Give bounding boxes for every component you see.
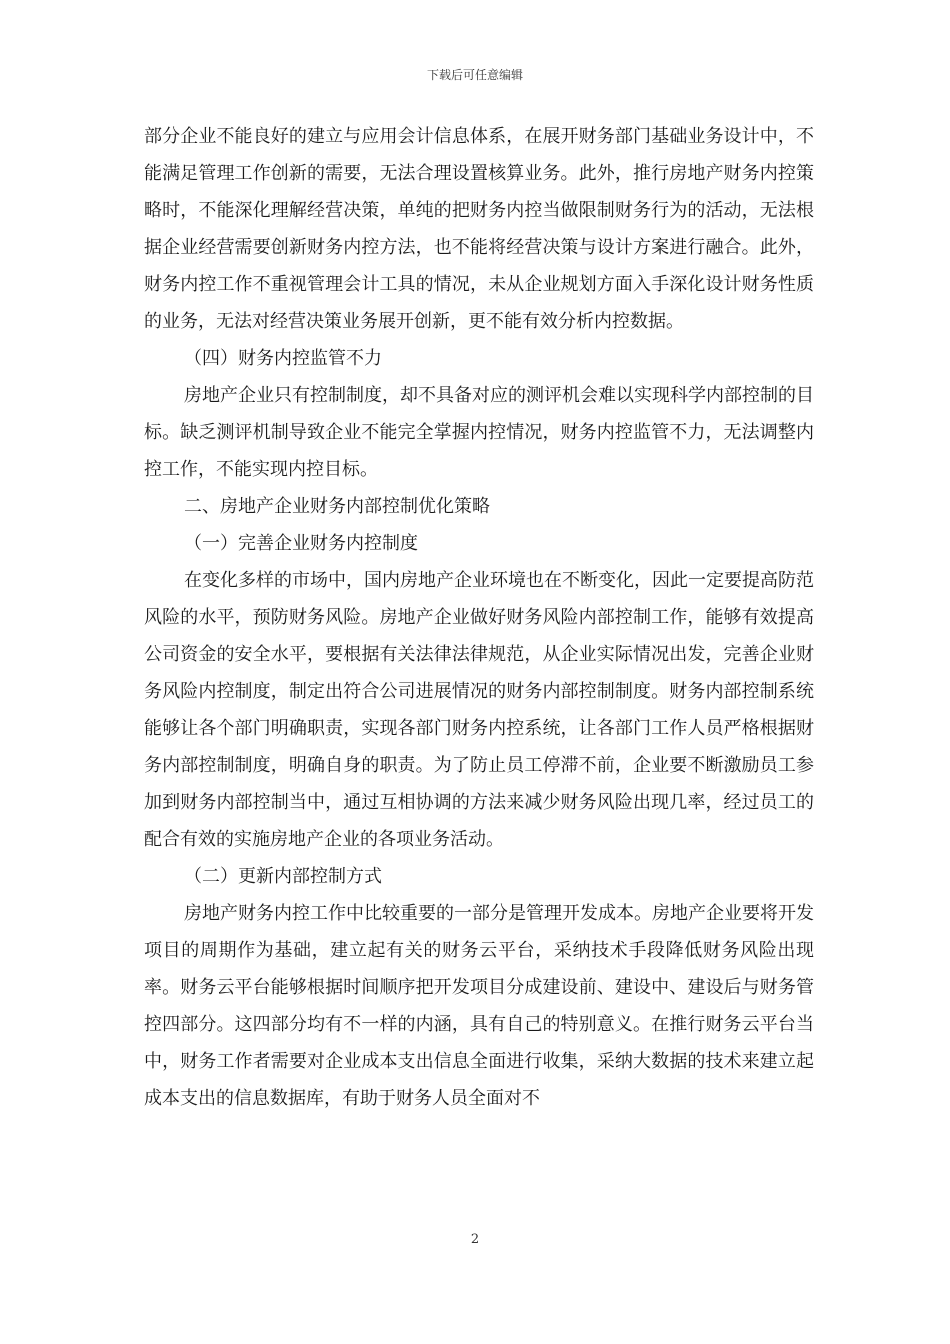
page-header: 下载后可任意编辑 [426,68,523,82]
chapter-heading-2: 二、房地产企业财务内部控制优化策略 [184,496,490,517]
paragraph-update-methods: 房地产财务内控工作中比较重要的一部分是管理开发成本。房地产企业要将开发项目的周期作为基础，建立起有关的财务云平台，采纳技术手段降低财务风险出现率。财务云平台能够根据时间顺序把开发项目分成建设前、建设中、建设后与财务管控四部分。这四部分均有不一样的内涵，具有自己的特别意义。在推行财务云平台当中，财务工作者需要对企业成本支出信息全面进行收集，采纳大数据的技术来建立起成本支出的信息数据库，有助于财务人员全面对不 [144,903,814,1109]
section-heading-4: （四）财务内控监管不力 [184,348,382,369]
document-body [144,118,814,1117]
section-heading-1: （一）完善企业财务内控制度 [184,533,418,554]
section-heading-2: （二）更新内部控制方式 [184,866,382,887]
paragraph-continuation: 部分企业不能良好的建立与应用会计信息体系，在展开财务部门基础业务设计中，不能满足管理工作创新的需要，无法合理设置核算业务。此外，推行房地产财务内控策略时，不能深化理解经营决策，单纯的把财务内控当做限制财务行为的活动，无法根据企业经营需要创新财务内控方法，也不能将经营决策与设计方案进行融合。此外，财务内控工作不重视管理会计工具的情况，未从企业规划方面入手深化设计财务性质的业务，无法对经营决策业务展开创新，更不能有效分析内控数据。 [144,126,814,332]
paragraph-supervision: 房地产企业只有控制制度，却不具备对应的测评机会难以实现科学内部控制的目标。缺乏测评机制导致企业不能完全掌握内控情况，财务内控监管不力，无法调整内控工作，不能实现内控目标。 [144,385,814,480]
page-number: 2 [470,1232,480,1247]
paragraph-improve-system: 在变化多样的市场中，国内房地产企业环境也在不断变化，因此一定要提高防范风险的水平，预防财务风险。房地产企业做好财务风险内部控制工作，能够有效提高公司资金的安全水平，要根据有关法律法律规范，从企业实际情况出发，完善企业财务风险内控制度，制定出符合公司进展情况的财务内部控制制度。财务内部控制系统能够让各个部门明确职责，实现各部门财务内控系统，让各部门工作人员严格根据财务内部控制制度，明确自身的职责。为了防止员工停滞不前，企业要不断激励员工参加到财务内部控制当中，通过互相协调的方法来减少财务风险出现几率，经过员工的配合有效的实施房地产企业的各项业务活动。 [144,570,814,850]
